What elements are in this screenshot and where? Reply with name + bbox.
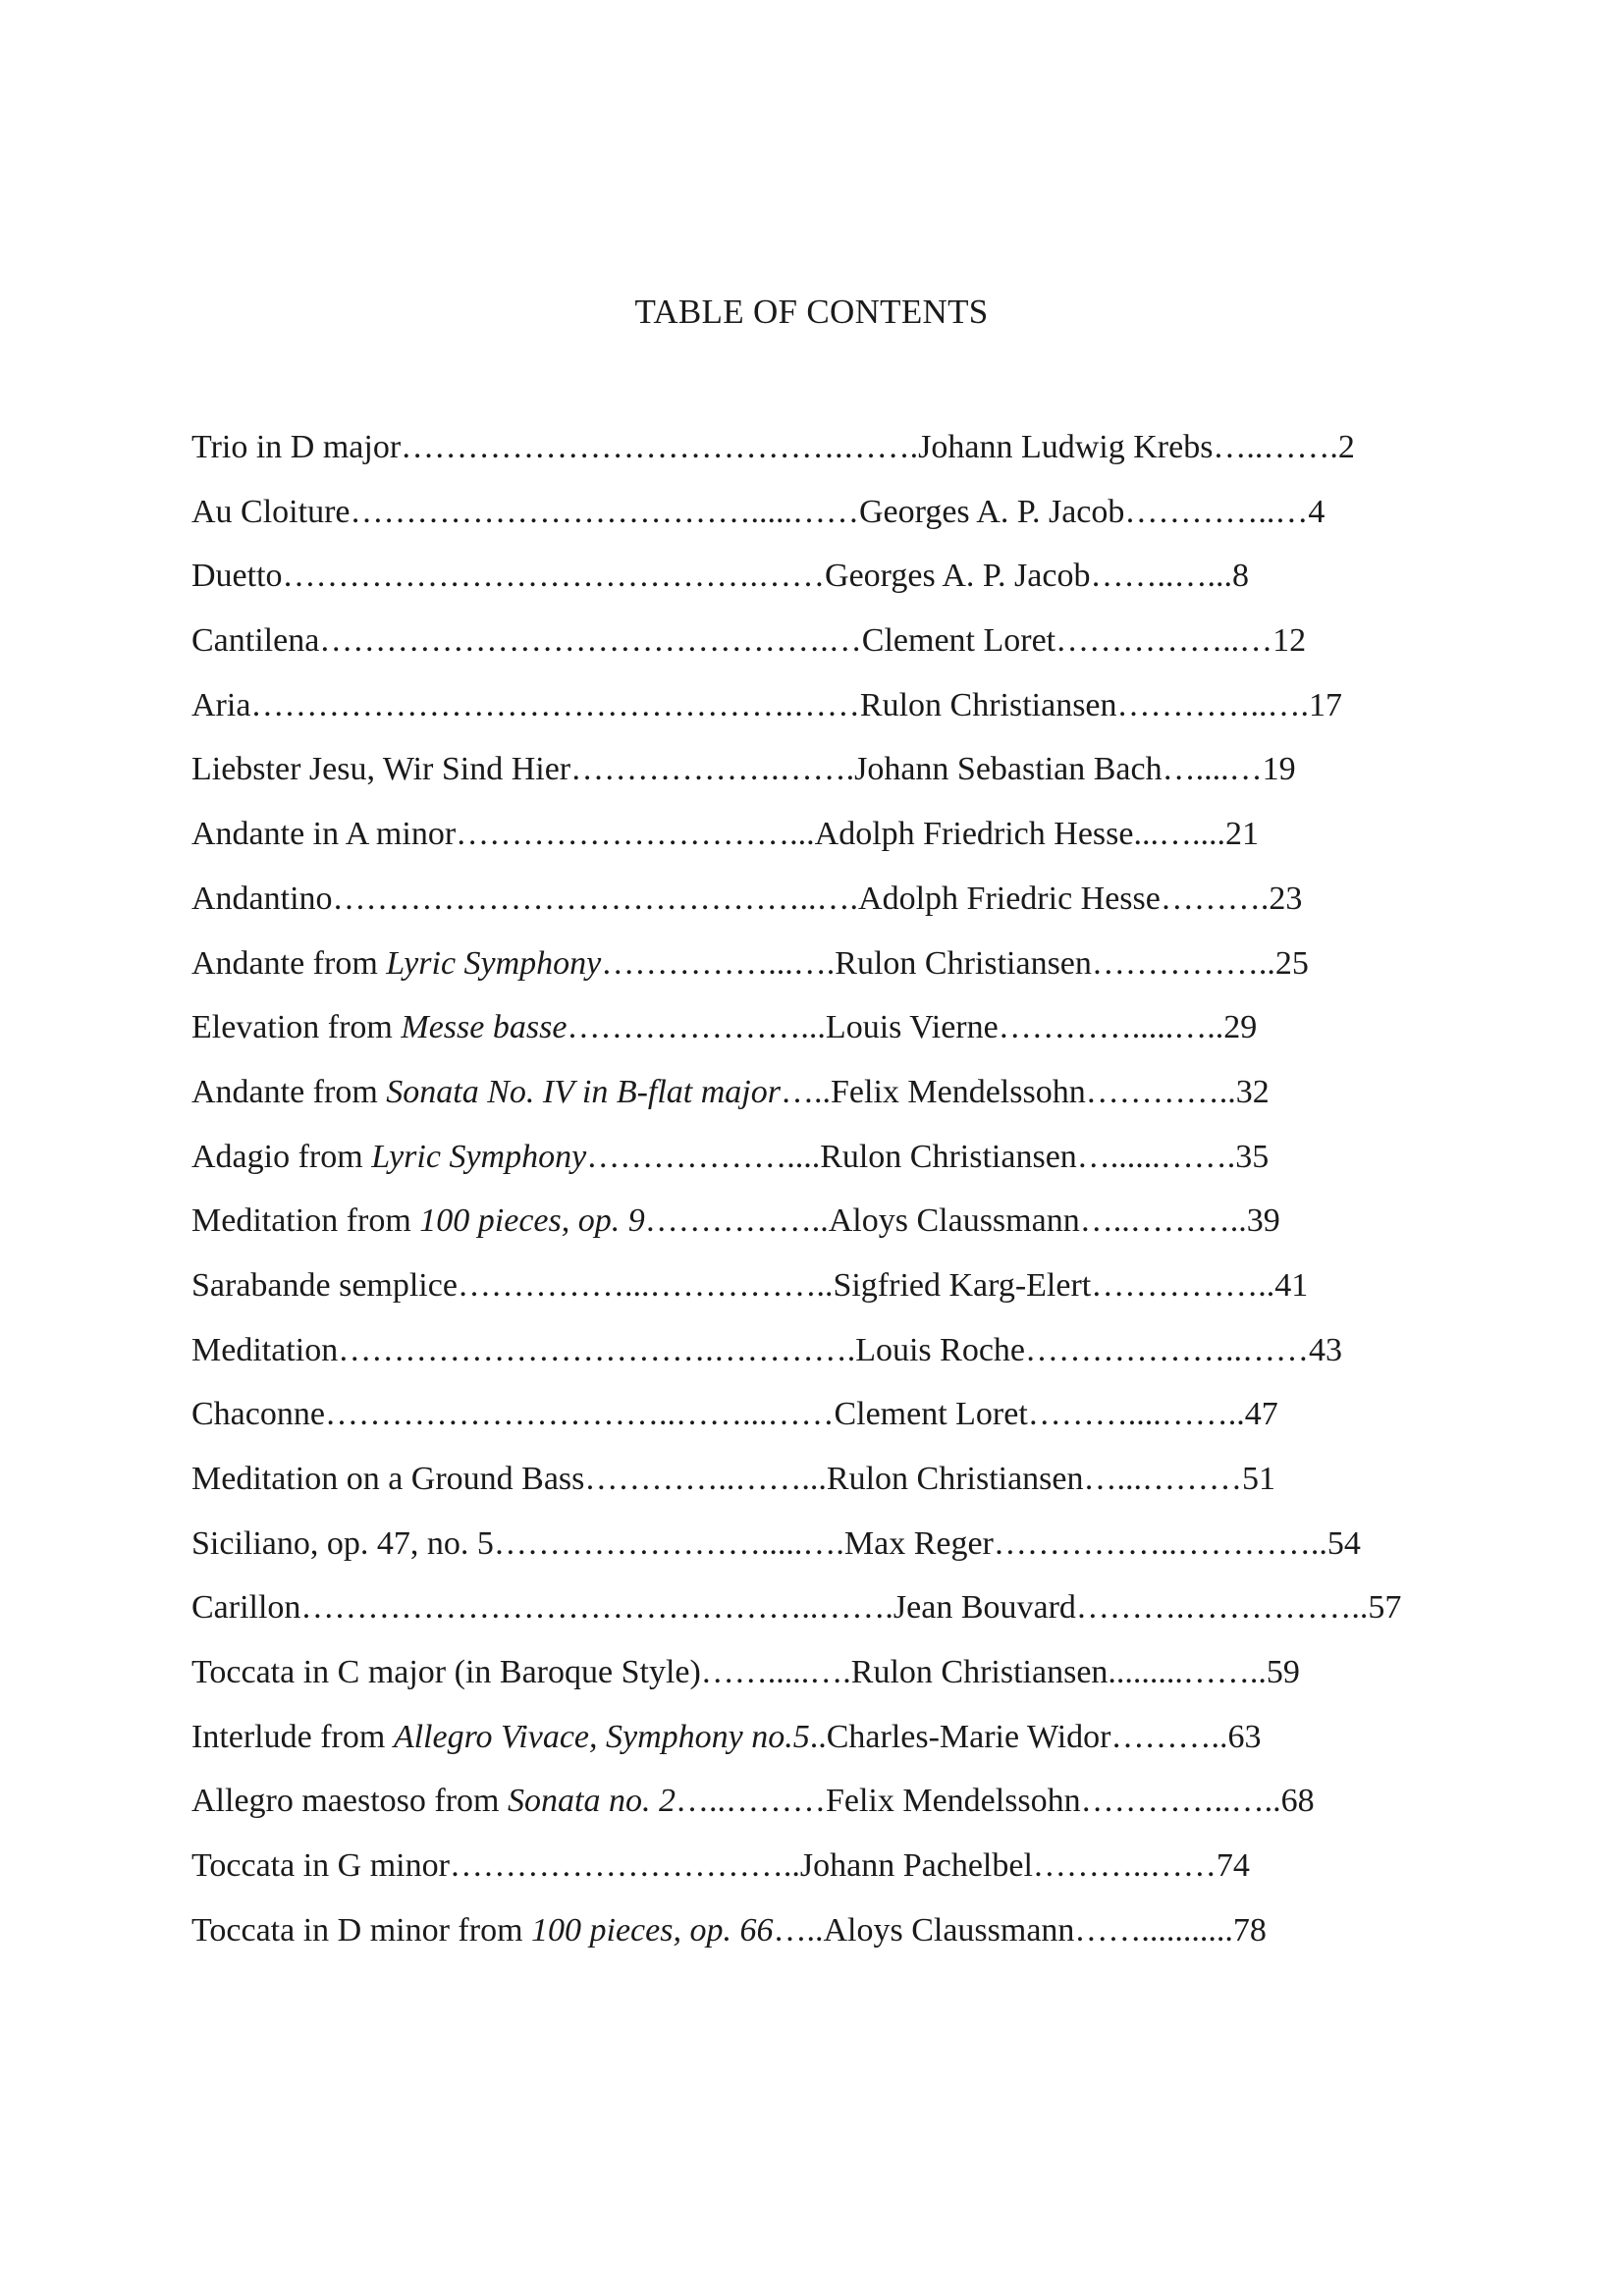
toc-entry-text: Elevation from [191,1009,402,1046]
toc-entry [191,1905,1429,1970]
toc-entry-text: ..Charles-Marie Widor………..63 [809,1718,1262,1755]
toc-entry [191,874,1429,938]
toc-entry-text: Siciliano, op. 47, no. 5…………………….....….Max Reger……………..…………..54 [191,1524,1361,1562]
toc-entry [191,1325,1429,1390]
toc-entry-text: Toccata in D minor from [191,1911,532,1949]
toc-entry-text: ………………....Rulon Christiansen…......…….35 [586,1138,1270,1175]
toc-entry-text: ……………...….Rulon Christiansen……………..25 [601,944,1309,982]
toc-entry-italic-title: 100 pieces, op. 9 [419,1202,645,1240]
toc-entry [191,809,1429,874]
toc-entry-text: Liebster Jesu, Wir Sind Hier……………….…….Johann Sebastian Bach…....…19 [191,751,1296,788]
toc-entry [191,1647,1429,1712]
toc-entry [191,1132,1429,1197]
toc-entry [191,744,1429,809]
toc-entry [191,422,1429,487]
toc-entry-italic-title: 100 pieces, op. 66 [531,1911,774,1949]
page-title: TABLE OF CONTENTS [634,293,989,331]
toc-entry-text: ……………..Aloys Claussmann…..………..39 [644,1202,1280,1240]
toc-entry [191,1582,1429,1647]
toc-entry-text: Andante from [191,944,387,982]
toc-entry [191,1454,1429,1519]
toc-entry-italic-title: Lyric Symphony [386,944,602,982]
toc-entry-text: Interlude from [191,1718,394,1755]
toc-entry [191,615,1429,680]
toc-entry-text: Meditation from [191,1202,420,1240]
toc-entry [191,487,1429,552]
toc-entry-text: Andante from [191,1073,387,1110]
toc-entry [191,1196,1429,1260]
toc-entry-text: Adagio from [191,1138,372,1175]
toc-entry-text: …………………...Louis Vierne………….....…..29 [567,1009,1258,1046]
toc-entry [191,1712,1429,1777]
toc-entry-text: Toccata in C major (in Baroque Style)…….....….Rulon Christiansen.........……..59 [191,1654,1300,1691]
toc-entry [191,1841,1429,1905]
toc-entry-text: Andante in A minor…………………………...Adolph Friedrich Hesse...…....21 [191,816,1259,853]
toc-entry [191,680,1429,745]
toc-entry-italic-title: Allegro Vivace, Symphony no.5 [393,1718,810,1755]
toc-entry [191,551,1429,615]
toc-entry-italic-title: Lyric Symphony [371,1138,587,1175]
toc-entry [191,1389,1429,1454]
toc-entry [191,1067,1429,1132]
toc-entry-text: Sarabande semplice……………...……………..Sigfried Karg-Elert……………..41 [191,1266,1309,1304]
toc-entry [191,1519,1429,1583]
toc-entry-text: Toccata in G minor…………………………..Johann Pachelbel………..……74 [191,1847,1250,1885]
toc-entry-text: Duetto…………………………………….……Georges A. P. Jacob……..…...8 [191,558,1249,595]
toc-entry-text: Aria………………………………………….……Rulon Christiansen…………..….17 [191,686,1343,723]
toc-entry-text: Andantino……………………………………..….Adolph Friedric Hesse……….23 [191,880,1303,917]
toc-entry-text: Meditation…………………………….………….Louis Roche………………..……43 [191,1331,1343,1368]
toc-entry-italic-title: Sonata No. IV in B-flat major [386,1073,781,1110]
toc-entry-text: Carillon………………………………………..…….Jean Bouvard……….……………..57 [191,1589,1402,1627]
toc-entry-text: Chaconne…………………………..……...……Clement Loret………....……..47 [191,1396,1278,1433]
toc-entry-italic-title: Messe basse [401,1009,568,1046]
toc-entry-text: Trio in D major………………………………….…….Johann Ludwig Krebs…..…….2 [191,429,1355,465]
toc-entry-text: Au Cloiture……………………………….....……Georges A. P. Jacob…………..…4 [191,493,1325,530]
toc-entry-text: Allegro maestoso from [191,1783,508,1820]
toc-entry [191,1002,1429,1067]
toc-list [191,422,1429,1970]
toc-entry-italic-title: Sonata no. 2 [508,1783,676,1820]
toc-entry-text: …..Aloys Claussmann……...........78 [773,1911,1267,1949]
toc-entry-text: …..………Felix Mendelssohn…………..…..68 [675,1783,1315,1820]
toc-entry [191,938,1429,1003]
toc-entry [191,1260,1429,1325]
toc-entry-text: Meditation on a Ground Bass…………..……...Rulon Christiansen…...………51 [191,1461,1276,1497]
toc-entry-text: Cantilena……………………………………….…Clement Loret……………..…12 [191,622,1307,660]
toc-entry [191,1776,1429,1841]
toc-entry-text: …..Felix Mendelssohn…………..32 [781,1073,1270,1110]
